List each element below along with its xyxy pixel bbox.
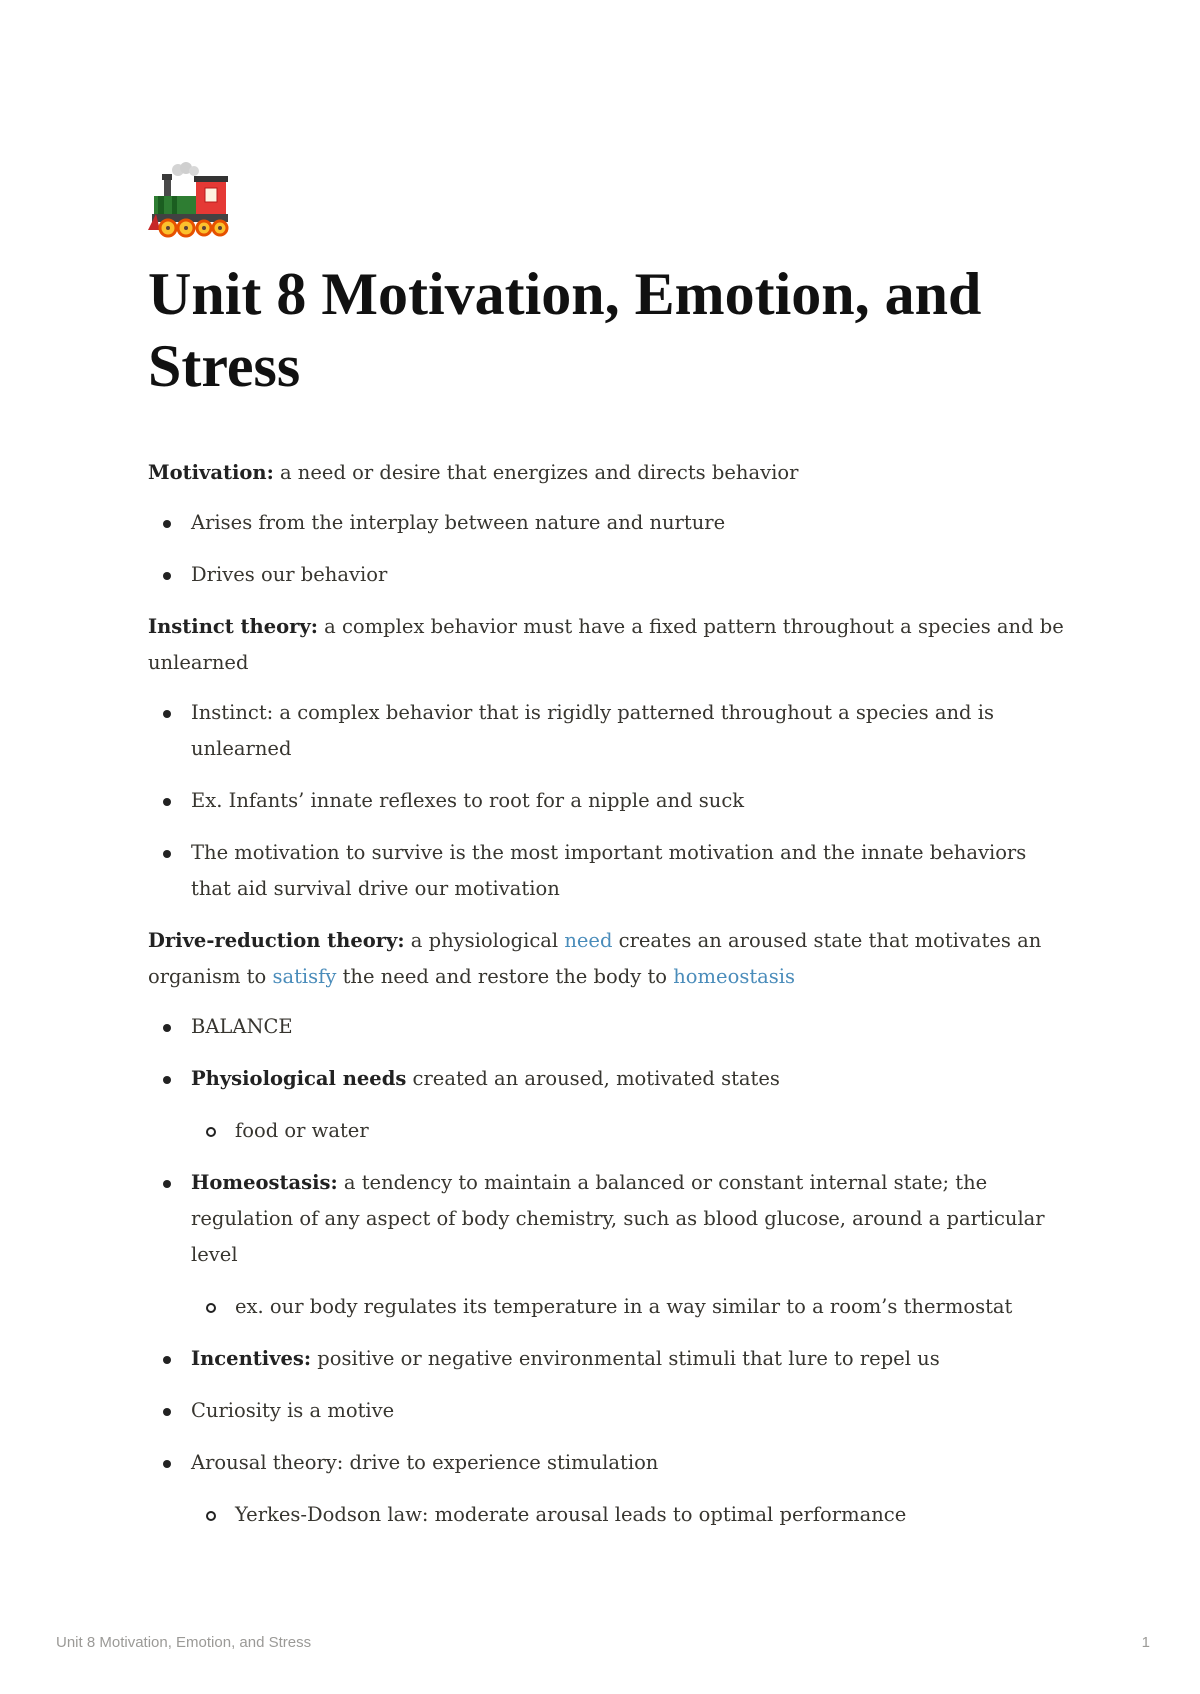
locomotive-icon <box>148 160 232 240</box>
drive-list-end <box>148 1341 1068 1481</box>
drive-term: Drive-reduction theory: <box>148 929 405 952</box>
motivation-paragraph <box>148 455 1068 491</box>
physiological-sublist <box>191 1113 1068 1149</box>
sub-list-item: Yerkes-Dodson law: moderate arousal leads to optimal performance <box>191 1497 1068 1533</box>
page-title: Unit 8 Motivation, Emotion, and Stress <box>148 261 982 399</box>
drive-text: a physiological <box>404 929 565 952</box>
homeostasis-text: a tendency to maintain a balanced or constant internal state; the regulation of any aspect of body chemistry, such as blood glucose, around a particular level <box>191 1171 1045 1266</box>
list-item: BALANCE <box>148 1009 1068 1045</box>
list-item: Curiosity is a motive <box>148 1393 1068 1429</box>
homeostasis-sublist <box>191 1289 1068 1325</box>
instinct-definition: a complex behavior must have a fixed pattern throughout a species and be unlearned <box>148 615 1064 674</box>
list-item: Instinct: a complex behavior that is rigidly patterned throughout a species and is unlearned <box>148 695 1068 767</box>
physiological-needs-term: Physiological needs <box>191 1067 407 1090</box>
sub-list-item: food or water <box>191 1113 1068 1149</box>
list-item: Arousal theory: drive to experience stimulation <box>148 1445 1068 1481</box>
list-item: Drives our behavior <box>148 557 1068 593</box>
instinct-term: Instinct theory: <box>148 615 318 638</box>
footer-title: Unit 8 Motivation, Emotion, and Stress <box>56 1634 312 1651</box>
homeostasis-link[interactable]: homeostasis <box>673 965 796 988</box>
page-content <box>148 455 1068 1549</box>
incentives-text: positive or negative environmental stimuli that lure to repel us <box>311 1347 940 1370</box>
need-link[interactable]: need <box>564 929 613 952</box>
footer-page-number: 1 <box>1141 1634 1150 1651</box>
drive-text: the need and restore the body to <box>336 965 674 988</box>
list-item <box>148 1061 1068 1097</box>
drive-paragraph <box>148 923 1068 995</box>
list-item <box>148 1341 1068 1377</box>
physiological-needs-text: created an aroused, motivated states <box>406 1067 780 1090</box>
arousal-sublist <box>191 1497 1068 1533</box>
drive-text: creates an aroused state that motivates an organism to <box>148 929 1042 988</box>
drive-list <box>148 1009 1068 1097</box>
list-item: Arises from the interplay between nature and nurture <box>148 505 1068 541</box>
sub-list-item: ex. our body regulates its temperature in a way similar to a room’s thermostat <box>191 1289 1068 1325</box>
homeostasis-term: Homeostasis: <box>191 1171 338 1194</box>
list-item <box>148 1165 1068 1273</box>
motivation-term: Motivation: <box>148 461 274 484</box>
drive-list-continued <box>148 1165 1068 1273</box>
instinct-paragraph <box>148 609 1068 681</box>
satisfy-link[interactable]: satisfy <box>272 965 337 988</box>
instinct-list <box>148 695 1068 907</box>
motivation-definition: a need or desire that energizes and directs behavior <box>273 461 799 484</box>
list-item: Ex. Infants’ innate reflexes to root for a nipple and suck <box>148 783 1068 819</box>
list-item: The motivation to survive is the most important motivation and the innate behaviors that aid survival drive our motivation <box>148 835 1068 907</box>
incentives-term: Incentives: <box>191 1347 312 1370</box>
motivation-list <box>148 505 1068 593</box>
